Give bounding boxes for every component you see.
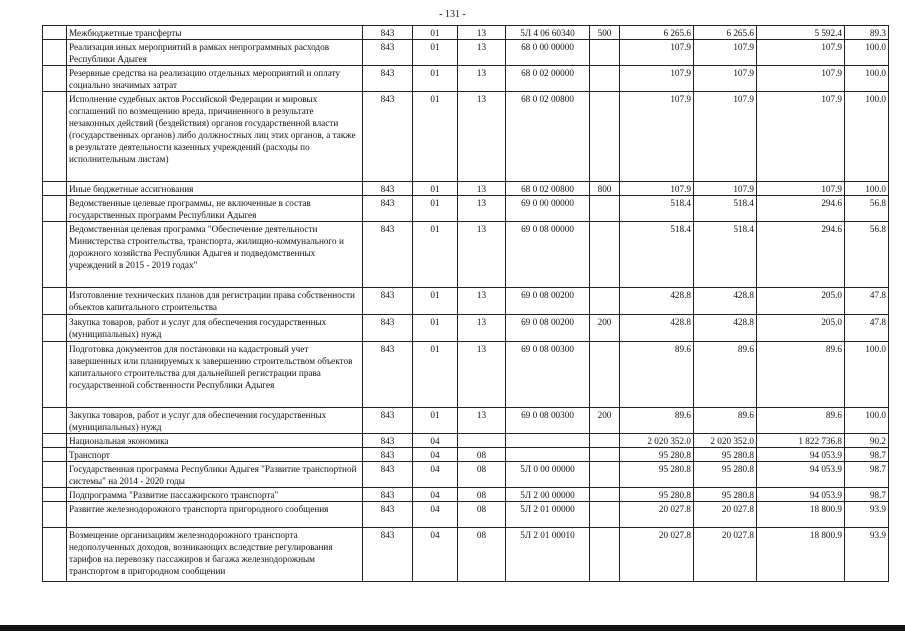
- row-percent: 100.0: [845, 342, 889, 408]
- row-number-cell: [43, 528, 67, 582]
- row-expense-type: [590, 66, 620, 92]
- row-expense-type: [590, 462, 620, 488]
- row-number-cell: [43, 434, 67, 448]
- row-number-cell: [43, 182, 67, 196]
- row-expense-type: 200: [590, 315, 620, 342]
- row-target-article: 5Л 2 01 00000: [506, 502, 590, 528]
- row-number-cell: [43, 488, 67, 502]
- table-row: [43, 196, 889, 222]
- row-section: 01: [413, 26, 458, 40]
- row-executed: 18 800.9: [757, 502, 845, 528]
- row-approved: 89.6: [620, 342, 694, 408]
- row-target-article: 69 0 00 00000: [506, 196, 590, 222]
- row-executed: 107.9: [757, 92, 845, 182]
- budget-table: [42, 25, 889, 582]
- row-section: 01: [413, 66, 458, 92]
- row-name: Реализация иных мероприятий в рамках непрограммных расходов Республики Адыгея: [67, 40, 363, 66]
- row-ved: 843: [363, 222, 413, 288]
- row-ved: 843: [363, 182, 413, 196]
- row-budget-list: 20 027.8: [694, 528, 757, 582]
- row-ved: 843: [363, 448, 413, 462]
- row-subsection: 08: [458, 462, 506, 488]
- table-row: [43, 222, 889, 288]
- row-executed: 89.6: [757, 408, 845, 434]
- table-row: [43, 408, 889, 434]
- row-expense-type: 500: [590, 26, 620, 40]
- row-percent: 98.7: [845, 448, 889, 462]
- row-section: 04: [413, 434, 458, 448]
- row-target-article: 5Л 2 01 00010: [506, 528, 590, 582]
- row-number-cell: [43, 92, 67, 182]
- row-executed: 1 822 736.8: [757, 434, 845, 448]
- row-expense-type: [590, 434, 620, 448]
- row-number-cell: [43, 502, 67, 528]
- row-section: 01: [413, 342, 458, 408]
- table-row: [43, 462, 889, 488]
- row-ved: 843: [363, 462, 413, 488]
- row-section: 04: [413, 448, 458, 462]
- row-target-article: 68 0 02 00000: [506, 66, 590, 92]
- row-percent: 100.0: [845, 182, 889, 196]
- row-approved: 89.6: [620, 408, 694, 434]
- row-ved: 843: [363, 66, 413, 92]
- row-approved: 107.9: [620, 40, 694, 66]
- row-percent: 100.0: [845, 408, 889, 434]
- row-number-cell: [43, 196, 67, 222]
- row-number-cell: [43, 448, 67, 462]
- row-subsection: 13: [458, 196, 506, 222]
- page-bottom-border: [0, 625, 905, 631]
- row-target-article: 5Л 0 00 00000: [506, 462, 590, 488]
- row-ved: 843: [363, 434, 413, 448]
- table-row: [43, 315, 889, 342]
- row-budget-list: 107.9: [694, 66, 757, 92]
- row-budget-list: 20 027.8: [694, 502, 757, 528]
- row-subsection: 08: [458, 502, 506, 528]
- row-name: Транспорт: [67, 448, 363, 462]
- row-approved: 518.4: [620, 196, 694, 222]
- row-percent: 98.7: [845, 462, 889, 488]
- row-section: 04: [413, 502, 458, 528]
- row-percent: 89.3: [845, 26, 889, 40]
- row-executed: 294.6: [757, 196, 845, 222]
- row-section: 01: [413, 40, 458, 66]
- row-expense-type: [590, 342, 620, 408]
- row-executed: 205.0: [757, 288, 845, 315]
- table-row: [43, 342, 889, 408]
- row-expense-type: [590, 488, 620, 502]
- row-percent: 100.0: [845, 40, 889, 66]
- row-section: 01: [413, 408, 458, 434]
- row-percent: 93.9: [845, 502, 889, 528]
- row-section: 01: [413, 315, 458, 342]
- row-expense-type: [590, 222, 620, 288]
- row-percent: 47.8: [845, 288, 889, 315]
- row-number-cell: [43, 408, 67, 434]
- row-section: 01: [413, 92, 458, 182]
- row-name: Закупка товаров, работ и услуг для обеспечения государственных (муниципальных) нужд: [67, 408, 363, 434]
- row-target-article: 68 0 00 00000: [506, 40, 590, 66]
- row-approved: 107.9: [620, 66, 694, 92]
- table-row: [43, 26, 889, 40]
- table-row: [43, 66, 889, 92]
- row-target-article: [506, 448, 590, 462]
- row-name: Иные бюджетные ассигнования: [67, 182, 363, 196]
- table-row: [43, 92, 889, 182]
- row-budget-list: 95 280.8: [694, 488, 757, 502]
- row-budget-list: 2 020 352.0: [694, 434, 757, 448]
- row-target-article: 5Л 2 00 00000: [506, 488, 590, 502]
- row-percent: 56.8: [845, 196, 889, 222]
- row-section: 04: [413, 462, 458, 488]
- row-ved: 843: [363, 288, 413, 315]
- row-approved: 95 280.8: [620, 462, 694, 488]
- row-target-article: 69 0 08 00200: [506, 288, 590, 315]
- row-approved: 107.9: [620, 182, 694, 196]
- row-section: 01: [413, 288, 458, 315]
- row-expense-type: [590, 528, 620, 582]
- row-target-article: 69 0 08 00300: [506, 342, 590, 408]
- row-subsection: 13: [458, 66, 506, 92]
- row-section: 04: [413, 528, 458, 582]
- row-number-cell: [43, 222, 67, 288]
- row-target-article: 69 0 08 00200: [506, 315, 590, 342]
- row-subsection: 13: [458, 222, 506, 288]
- row-name: Ведомственные целевые программы, не включенные в состав государственных программ Республики Адыгея: [67, 196, 363, 222]
- row-budget-list: 518.4: [694, 196, 757, 222]
- row-ved: 843: [363, 315, 413, 342]
- row-approved: 107.9: [620, 92, 694, 182]
- row-budget-list: 428.8: [694, 288, 757, 315]
- row-subsection: 08: [458, 488, 506, 502]
- row-name: Исполнение судебных актов Российской Федерации и мировых соглашений по возмещению вреда, причиненного в результате незаконных действий (бездействия) органов государственной власти (государственных органов) либо должностных лиц этих органов, а также в результате деятельности казенных учреждений (расходы по исполнительным листам): [67, 92, 363, 182]
- table-row: [43, 288, 889, 315]
- row-subsection: 13: [458, 26, 506, 40]
- table-row: [43, 40, 889, 66]
- row-executed: 94 053.9: [757, 488, 845, 502]
- table-row: [43, 448, 889, 462]
- row-budget-list: 95 280.8: [694, 448, 757, 462]
- row-approved: 428.8: [620, 315, 694, 342]
- row-expense-type: [590, 502, 620, 528]
- row-executed: 94 053.9: [757, 448, 845, 462]
- row-ved: 843: [363, 342, 413, 408]
- row-executed: 107.9: [757, 40, 845, 66]
- row-ved: 843: [363, 26, 413, 40]
- row-budget-list: 107.9: [694, 182, 757, 196]
- table-row: [43, 182, 889, 196]
- row-executed: 5 592.4: [757, 26, 845, 40]
- row-subsection: [458, 434, 506, 448]
- row-subsection: 13: [458, 40, 506, 66]
- row-subsection: 13: [458, 408, 506, 434]
- row-number-cell: [43, 40, 67, 66]
- row-percent: 100.0: [845, 92, 889, 182]
- row-section: 01: [413, 196, 458, 222]
- row-percent: 98.7: [845, 488, 889, 502]
- row-ved: 843: [363, 502, 413, 528]
- row-number-cell: [43, 26, 67, 40]
- row-percent: 56.8: [845, 222, 889, 288]
- row-executed: 89.6: [757, 342, 845, 408]
- row-percent: 47.8: [845, 315, 889, 342]
- row-ved: 843: [363, 196, 413, 222]
- row-target-article: [506, 434, 590, 448]
- row-number-cell: [43, 462, 67, 488]
- row-name: Ведомственная целевая программа "Обеспечение деятельности Министерства строительства, транспорта, жилищно-коммунального и дорожного хозяйства Республики Адыгея и подведомственных учреждений в 2015 - 2019 годах": [67, 222, 363, 288]
- row-executed: 107.9: [757, 182, 845, 196]
- row-name: Изготовление технических планов для регистрации права собственности объектов капитального строительства: [67, 288, 363, 315]
- row-expense-type: [590, 448, 620, 462]
- row-approved: 95 280.8: [620, 488, 694, 502]
- row-number-cell: [43, 288, 67, 315]
- row-subsection: 13: [458, 182, 506, 196]
- row-target-article: 5Л 4 06 60340: [506, 26, 590, 40]
- row-subsection: 08: [458, 528, 506, 582]
- row-section: 04: [413, 488, 458, 502]
- row-name: Государственная программа Республики Адыгея "Развитие транспортной системы" на 2014 - 2020 годы: [67, 462, 363, 488]
- page-number: - 131 -: [439, 9, 466, 20]
- budget-table-body: [43, 26, 889, 582]
- row-target-article: 68 0 02 00800: [506, 92, 590, 182]
- row-subsection: 13: [458, 288, 506, 315]
- table-row: [43, 502, 889, 528]
- row-approved: 95 280.8: [620, 448, 694, 462]
- row-target-article: 68 0 02 00800: [506, 182, 590, 196]
- row-executed: 94 053.9: [757, 462, 845, 488]
- row-executed: 18 800.9: [757, 528, 845, 582]
- row-name: Закупка товаров, работ и услуг для обеспечения государственных (муниципальных) нужд: [67, 315, 363, 342]
- row-name: Возмещение организациям железнодорожного транспорта недополученных доходов, возникающих вследствие регулирования тарифов на перевозку пассажиров и багажа железнодорожным транспортом в пригородном сообщении: [67, 528, 363, 582]
- row-name: Национальная экономика: [67, 434, 363, 448]
- row-budget-list: 89.6: [694, 342, 757, 408]
- row-subsection: 13: [458, 92, 506, 182]
- row-ved: 843: [363, 528, 413, 582]
- row-ved: 843: [363, 40, 413, 66]
- table-row: [43, 528, 889, 582]
- row-name: Резервные средства на реализацию отдельных мероприятий и оплату социально значимых затрат: [67, 66, 363, 92]
- row-approved: 518.4: [620, 222, 694, 288]
- row-ved: 843: [363, 92, 413, 182]
- row-name: Межбюджетные трансферты: [67, 26, 363, 40]
- row-name: Развитие железнодорожного транспорта пригородного сообщения: [67, 502, 363, 528]
- row-executed: 107.9: [757, 66, 845, 92]
- row-name: Подготовка документов для постановки на кадастровый учет завершенных или планируемых к завершению строительством объектов капитального строительства для дальнейшей регистрации права государственной собственности Республики Адыгея: [67, 342, 363, 408]
- row-subsection: 13: [458, 342, 506, 408]
- row-budget-list: 107.9: [694, 92, 757, 182]
- row-expense-type: [590, 288, 620, 315]
- row-approved: 20 027.8: [620, 528, 694, 582]
- row-target-article: 69 0 08 00000: [506, 222, 590, 288]
- row-subsection: 13: [458, 315, 506, 342]
- row-approved: 6 265.6: [620, 26, 694, 40]
- row-budget-list: 6 265.6: [694, 26, 757, 40]
- row-name: Подпрограмма "Развитие пассажирского транспорта": [67, 488, 363, 502]
- row-budget-list: 107.9: [694, 40, 757, 66]
- row-executed: 294.6: [757, 222, 845, 288]
- row-budget-list: 518.4: [694, 222, 757, 288]
- row-executed: 205.0: [757, 315, 845, 342]
- row-ved: 843: [363, 488, 413, 502]
- row-section: 01: [413, 182, 458, 196]
- row-budget-list: 428.8: [694, 315, 757, 342]
- table-row: [43, 434, 889, 448]
- row-expense-type: [590, 92, 620, 182]
- row-budget-list: 95 280.8: [694, 462, 757, 488]
- row-number-cell: [43, 66, 67, 92]
- row-expense-type: [590, 196, 620, 222]
- row-section: 01: [413, 222, 458, 288]
- row-subsection: 08: [458, 448, 506, 462]
- row-budget-list: 89.6: [694, 408, 757, 434]
- row-ved: 843: [363, 408, 413, 434]
- table-row: [43, 488, 889, 502]
- row-expense-type: [590, 40, 620, 66]
- row-expense-type: 800: [590, 182, 620, 196]
- row-approved: 428.8: [620, 288, 694, 315]
- row-expense-type: 200: [590, 408, 620, 434]
- row-number-cell: [43, 342, 67, 408]
- row-percent: 100.0: [845, 66, 889, 92]
- row-approved: 20 027.8: [620, 502, 694, 528]
- row-number-cell: [43, 315, 67, 342]
- row-percent: 90.2: [845, 434, 889, 448]
- row-target-article: 69 0 08 00300: [506, 408, 590, 434]
- row-approved: 2 020 352.0: [620, 434, 694, 448]
- row-percent: 93.9: [845, 528, 889, 582]
